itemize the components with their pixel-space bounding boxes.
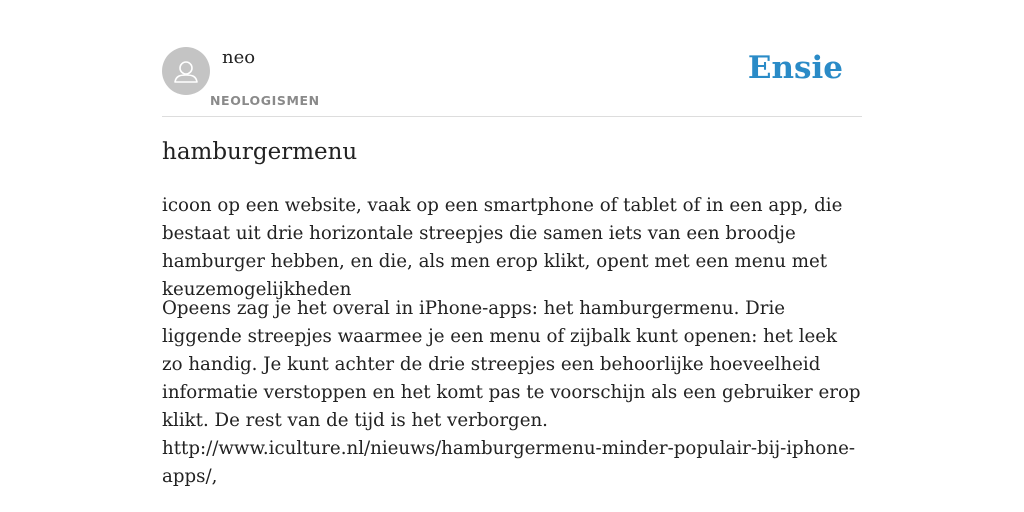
source-link[interactable]: http://www.iculture.nl/nieuws/hamburgermenu-minder-populair-bij-iphone-apps/, — [162, 438, 855, 487]
brand-logo[interactable]: Ensie — [747, 50, 843, 86]
entry-example — [162, 295, 862, 491]
entry-card — [162, 0, 862, 487]
entry-header — [162, 0, 862, 117]
entry-term: hamburgermenu — [162, 139, 358, 165]
user-silhouette-icon — [162, 47, 210, 95]
example-text: Opeens zag je het overal in iPhone-apps: het hamburgermenu. Drie liggende streepjes waarmee je een menu of zijbalk kunt openen: het leek zo handig. Je kunt achter de drie streepjes een behoorlijke hoeveelheid informatie verstoppen en het komt pas te voorschijn als een gebruiker erop klikt. De rest van de tijd is het verborgen. — [162, 298, 861, 431]
entry-definition: icoon op een website, vaak op een smartphone of tablet of in een app, die bestaat uit drie horizontale streepjes die samen iets van een broodje hamburger hebben, en die, als men erop klikt, opent met een menu met keuzemogelijkheden — [162, 195, 843, 300]
category-label[interactable]: NEOLOGISMEN — [210, 93, 320, 108]
avatar[interactable] — [162, 47, 210, 95]
username-link[interactable]: neo — [222, 47, 256, 68]
